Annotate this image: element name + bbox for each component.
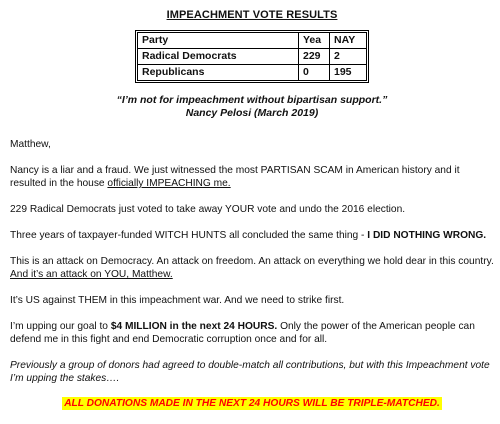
paragraph-5: It’s US against THEM in this impeachment war. And we need to strike first. (10, 295, 345, 306)
header-party: Party (138, 33, 299, 49)
cell-party: Republicans (138, 65, 299, 81)
paragraph-6-text-a: I’m upping our goal to (10, 321, 111, 332)
header-yea: Yea (299, 33, 330, 49)
page-title: IMPEACHMENT VOTE RESULTS (166, 9, 338, 21)
cell-yea: 229 (299, 49, 330, 65)
table-row (138, 49, 367, 65)
impeaching-link[interactable]: officially IMPEACHING me. (107, 178, 231, 189)
paragraph-1 (10, 164, 494, 190)
triple-match-banner (10, 397, 494, 410)
paragraph-6 (10, 320, 494, 346)
cell-yea: 0 (299, 65, 330, 81)
table-header-row (138, 33, 367, 49)
pelosi-quote (10, 94, 494, 120)
goal-amount: $4 MILLION in the next 24 HOURS. (110, 321, 278, 332)
greeting: Matthew, (10, 139, 51, 150)
paragraph-4-text: This is an attack on Democracy. An attack on freedom. An attack on everything we hold dear in this country. (10, 256, 494, 267)
cell-nay: 2 (330, 49, 367, 65)
header-nay: NAY (330, 33, 367, 49)
paragraph-3-bold: I DID NOTHING WRONG. (367, 230, 487, 241)
paragraph-1-text: Nancy is a liar and a fraud. We just witnessed the most PARTISAN SCAM in American history and it resulted in the house (10, 165, 460, 189)
cell-party: Radical Democrats (138, 49, 299, 65)
paragraph-4 (10, 255, 494, 281)
quote-text: “I’m not for impeachment without bipartisan support.” (116, 94, 388, 106)
quote-attribution: Nancy Pelosi (March 2019) (185, 107, 319, 119)
paragraph-2: 229 Radical Democrats just voted to take away YOUR vote and undo the 2016 election. (10, 204, 406, 215)
email-body (0, 9, 500, 424)
triple-match-text: ALL DONATIONS MADE IN THE NEXT 24 HOURS WILL BE TRIPLE-MATCHED. (64, 398, 440, 409)
paragraph-7: Previously a group of donors had agreed to double-match all contributions, but with this Impeachment vote I’m upping the stakes…. (10, 360, 490, 384)
cell-nay: 195 (330, 65, 367, 81)
paragraph-6-text-b: Only the power of the American people can defend me in this fight and end Democratic corruption once and for all. (10, 321, 475, 345)
paragraph-3 (10, 229, 494, 242)
table-row (138, 65, 367, 81)
paragraph-3-text: Three years of taxpayer-funded WITCH HUNTS all concluded the same thing - (10, 230, 368, 241)
paragraph-4-underlined: And it’s an attack on YOU, Matthew. (10, 269, 173, 280)
vote-results-table (137, 32, 367, 81)
